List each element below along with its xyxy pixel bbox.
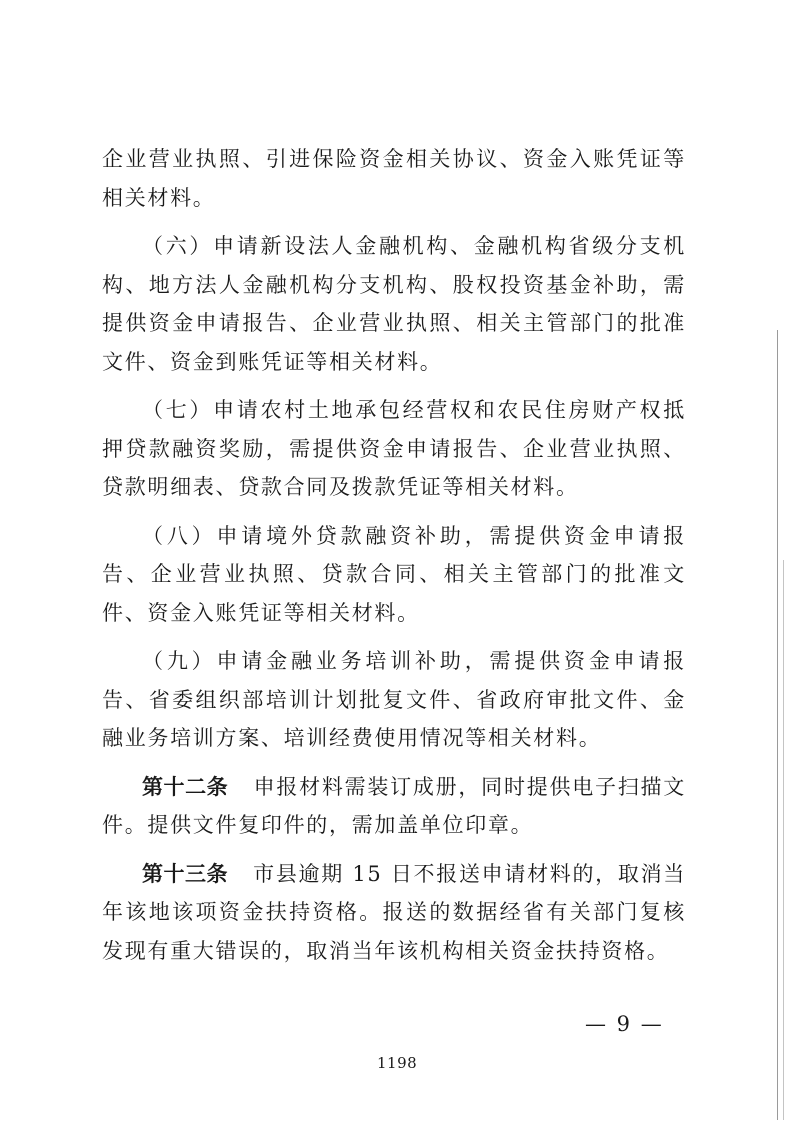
- footer-number: 1198: [377, 1054, 418, 1072]
- paragraph-item-7: （七）申请农村土地承包经营权和农民住房财产权抵押贷款融资奖励，需提供资金申请报告、企业营业执照、贷款明细表、贷款合同及拨款凭证等相关材料。: [102, 398, 686, 499]
- paragraph-item-9: （九）申请金融业务培训补助，需提供资金申请报告、省委组织部培训计划批复文件、省政府审批文件、金融业务培训方案、培训经费使用情况等相关材料。: [102, 649, 686, 750]
- article-13: [102, 855, 686, 971]
- scan-edge-line-secondary: [783, 560, 784, 1120]
- paragraph-item-8: （八）申请境外贷款融资补助，需提供资金申请报告、企业营业执照、贷款合同、相关主管部门的批准文件、资金入账凭证等相关材料。: [102, 523, 686, 625]
- article-12: [102, 768, 686, 845]
- article-12-text: 申报材料需装订成册，同时提供电子扫描文件。提供文件复印件的，需加盖单位印章。: [102, 774, 686, 837]
- article-12-title: 第十二条: [142, 773, 229, 799]
- paragraph-item-6: （六）申请新设法人金融机构、金融机构省级分支机构、地方法人金融机构分支机构、股权投资基金补助，需提供资金申请报告、企业营业执照、相关主管部门的批准文件、资金到账凭证等相关材料。: [102, 234, 686, 374]
- article-13-text: 市县逾期 15 日不报送申请材料的，取消当年该地该项资金扶持资格。报送的数据经省有关部门复核发现有重大错误的，取消当年该机构相关资金扶持资格。: [102, 861, 686, 963]
- document-body: [102, 140, 686, 980]
- page-number: — 9 —: [585, 1012, 664, 1036]
- article-13-title: 第十三条: [142, 860, 229, 886]
- paragraph-continued: 企业营业执照、引进保险资金相关协议、资金入账凭证等相关材料。: [102, 147, 686, 210]
- scan-edge-line: [777, 330, 778, 1120]
